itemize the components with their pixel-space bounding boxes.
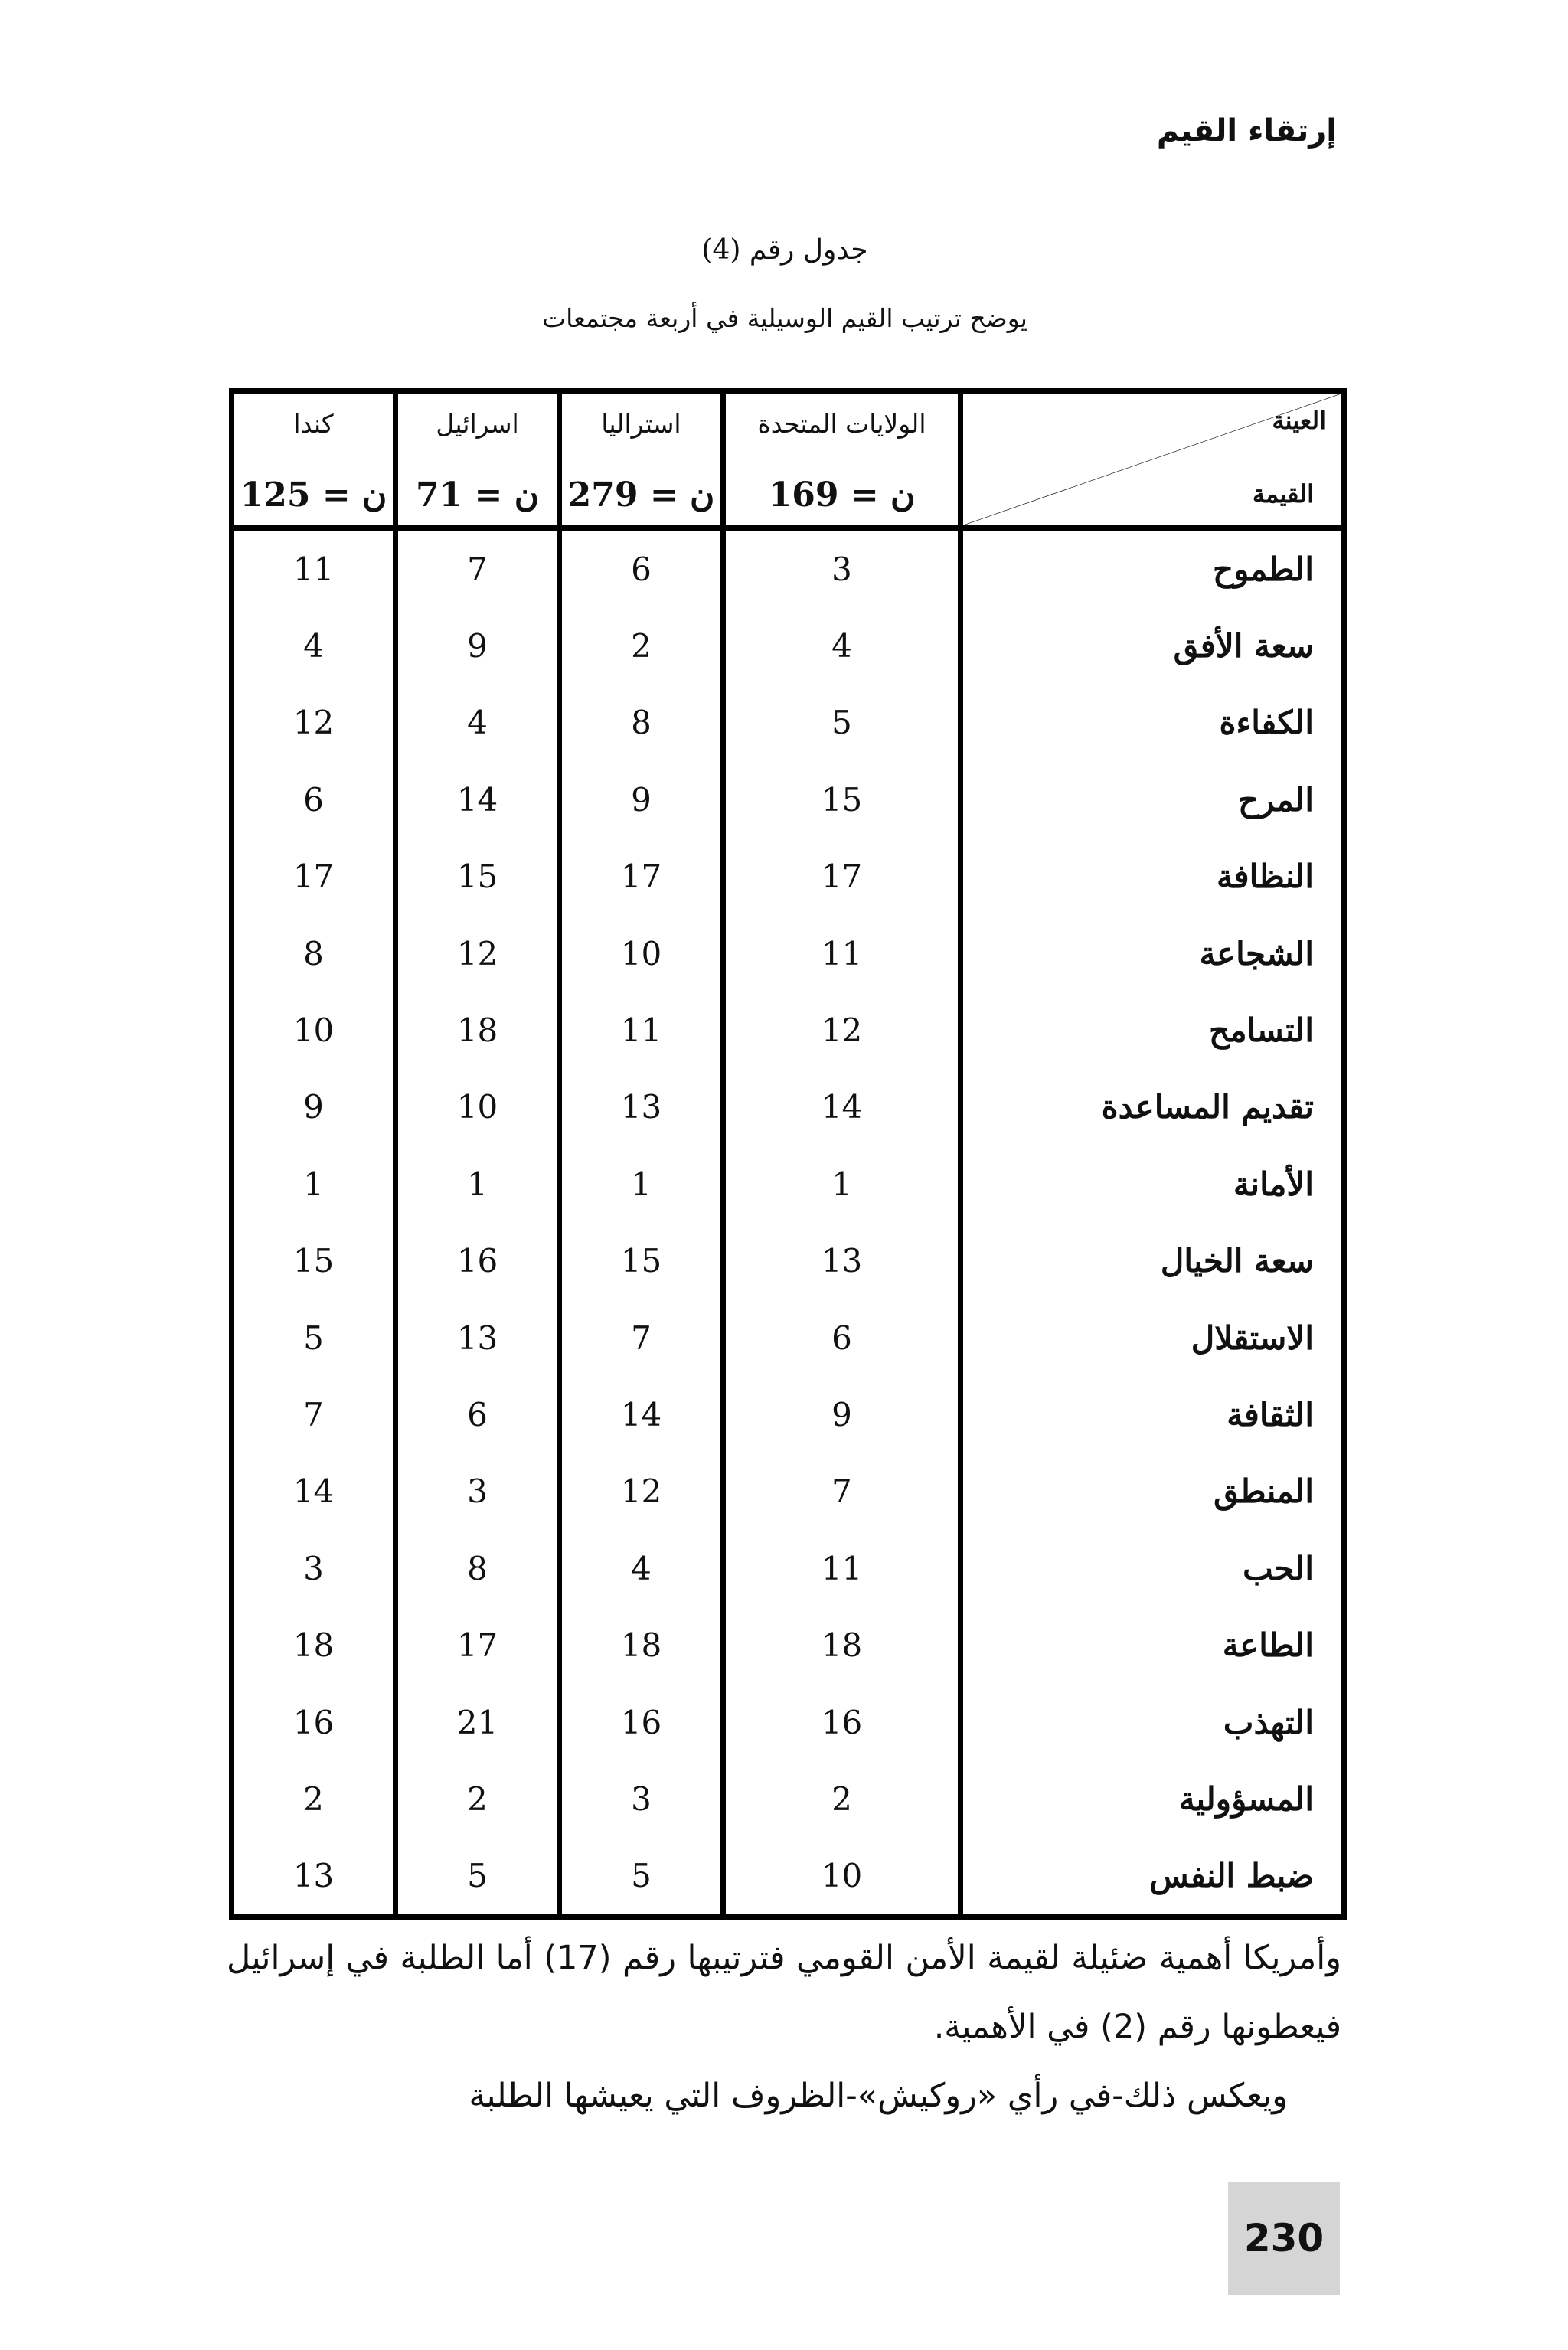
corner-value-label: القيمة — [1252, 479, 1314, 508]
rank-cell: 9 — [560, 761, 724, 838]
value-label: سعة الأفق — [961, 607, 1344, 684]
rank-cell: 10 — [560, 915, 724, 992]
value-label: المرح — [961, 761, 1344, 838]
ranking-table — [229, 388, 1347, 1920]
table-row — [232, 1606, 1344, 1683]
rank-cell: 6 — [724, 1299, 961, 1376]
table-title: جدول رقم (4) — [701, 234, 868, 266]
rank-cell: 16 — [232, 1684, 396, 1760]
table-row — [232, 761, 1344, 838]
column-header-canada — [232, 391, 396, 528]
rank-cell: 15 — [396, 838, 560, 915]
table-header-row — [232, 391, 1344, 528]
rank-cell: 18 — [724, 1606, 961, 1683]
table-row — [232, 838, 1344, 915]
rank-cell: 8 — [560, 685, 724, 761]
table-subtitle: يوضح ترتيب القيم الوسيلية في أربعة مجتمعات — [542, 303, 1027, 333]
table-row — [232, 1760, 1344, 1837]
table-row — [232, 1069, 1344, 1146]
rank-cell: 3 — [396, 1453, 560, 1530]
column-sample-size: ن = 169 — [768, 476, 916, 515]
column-header-australia — [560, 391, 724, 528]
table-row — [232, 1530, 1344, 1606]
rank-cell: 17 — [232, 838, 396, 915]
rank-cell: 11 — [232, 528, 396, 608]
rank-cell: 9 — [396, 607, 560, 684]
table-row — [232, 1453, 1344, 1530]
value-label: الحب — [961, 1530, 1344, 1606]
column-header-usa — [724, 391, 961, 528]
rank-cell: 6 — [396, 1376, 560, 1453]
value-label: سعة الخيال — [961, 1223, 1344, 1299]
table-row — [232, 1684, 1344, 1760]
column-name: كندا — [293, 409, 334, 439]
rank-cell: 13 — [396, 1299, 560, 1376]
rank-cell: 3 — [724, 528, 961, 608]
value-label: الكفاءة — [961, 685, 1344, 761]
column-sample-size: ن = 279 — [567, 476, 715, 515]
rank-cell: 12 — [560, 1453, 724, 1530]
rank-cell: 2 — [396, 1760, 560, 1837]
value-label: الثقافة — [961, 1376, 1344, 1453]
rank-cell: 21 — [396, 1684, 560, 1760]
value-label: الأمانة — [961, 1146, 1344, 1222]
rank-cell: 4 — [724, 607, 961, 684]
table-row — [232, 915, 1344, 992]
rank-cell: 3 — [232, 1530, 396, 1606]
rank-cell: 18 — [396, 992, 560, 1068]
rank-cell: 13 — [724, 1223, 961, 1299]
value-label: تقديم المساعدة — [961, 1069, 1344, 1146]
rank-cell: 5 — [560, 1838, 724, 1917]
value-label: المنطق — [961, 1453, 1344, 1530]
rank-cell: 9 — [232, 1069, 396, 1146]
value-label: المسؤولية — [961, 1760, 1344, 1837]
value-label: الشجاعة — [961, 915, 1344, 992]
rank-cell: 18 — [560, 1606, 724, 1683]
rank-cell: 13 — [560, 1069, 724, 1146]
rank-cell: 12 — [724, 992, 961, 1068]
rank-cell: 14 — [724, 1069, 961, 1146]
rank-cell: 8 — [396, 1530, 560, 1606]
rank-cell: 6 — [560, 528, 724, 608]
table-row — [232, 1838, 1344, 1917]
column-header-israel — [396, 391, 560, 528]
rank-cell: 6 — [232, 761, 396, 838]
rank-cell: 10 — [232, 992, 396, 1068]
body-paragraph-2: ويعكس ذلك-في رأي «روكيش»-الظروف التي يعيشها الطلبة — [469, 2077, 1288, 2115]
rank-cell: 5 — [724, 685, 961, 761]
rank-cell: 12 — [396, 915, 560, 992]
rank-cell: 12 — [232, 685, 396, 761]
value-label: النظافة — [961, 838, 1344, 915]
column-sample-size: ن = 71 — [415, 476, 540, 515]
table-row — [232, 1146, 1344, 1222]
table-row — [232, 992, 1344, 1068]
table-row — [232, 528, 1344, 608]
rank-cell: 2 — [232, 1760, 396, 1837]
running-header: إرتقاء القيم — [1156, 113, 1337, 149]
rank-cell: 4 — [232, 607, 396, 684]
value-label: التسامح — [961, 992, 1344, 1068]
value-label: التهذب — [961, 1684, 1344, 1760]
rank-cell: 2 — [724, 1760, 961, 1837]
rank-cell: 18 — [232, 1606, 396, 1683]
rank-cell: 7 — [232, 1376, 396, 1453]
column-name: اسرائيل — [436, 409, 519, 439]
table-row — [232, 685, 1344, 761]
rank-cell: 1 — [724, 1146, 961, 1222]
rank-cell: 10 — [396, 1069, 560, 1146]
corner-sample-label: العينة — [1272, 406, 1326, 435]
rank-cell: 11 — [724, 1530, 961, 1606]
rank-cell: 11 — [724, 915, 961, 992]
rank-cell: 5 — [232, 1299, 396, 1376]
rank-cell: 17 — [724, 838, 961, 915]
rank-cell: 3 — [560, 1760, 724, 1837]
rank-cell: 17 — [396, 1606, 560, 1683]
value-label: الطموح — [961, 528, 1344, 608]
rank-cell: 1 — [396, 1146, 560, 1222]
column-name: الولايات المتحدة — [757, 409, 926, 439]
value-label: ضبط النفس — [961, 1838, 1344, 1917]
rank-cell: 16 — [396, 1223, 560, 1299]
rank-cell: 4 — [560, 1530, 724, 1606]
corner-header-cell — [961, 391, 1344, 528]
rank-cell: 1 — [232, 1146, 396, 1222]
table-row — [232, 1299, 1344, 1376]
table-body — [232, 528, 1344, 1917]
rank-cell: 4 — [396, 685, 560, 761]
value-label: الطاعة — [961, 1606, 1344, 1683]
table-row — [232, 1223, 1344, 1299]
column-sample-size: ن = 125 — [240, 476, 387, 515]
rank-cell: 1 — [560, 1146, 724, 1222]
rank-cell: 7 — [724, 1453, 961, 1530]
page-number: 230 — [1228, 2182, 1340, 2295]
rank-cell: 11 — [560, 992, 724, 1068]
rank-cell: 15 — [232, 1223, 396, 1299]
rank-cell: 14 — [560, 1376, 724, 1453]
body-paragraph-1: وأمريكا أهمية ضئيلة لقيمة الأمن القومي فترتيبها رقم (17) أما الطلبة في إسرائيل فيعطونها رقم (2) في الأهمية. — [227, 1939, 1341, 2046]
rank-cell: 8 — [232, 915, 396, 992]
rank-cell: 2 — [560, 607, 724, 684]
rank-cell: 7 — [396, 528, 560, 608]
table-row — [232, 607, 1344, 684]
rank-cell: 10 — [724, 1838, 961, 1917]
rank-cell: 15 — [560, 1223, 724, 1299]
rank-cell: 14 — [396, 761, 560, 838]
rank-cell: 14 — [232, 1453, 396, 1530]
rank-cell: 17 — [560, 838, 724, 915]
rank-cell: 5 — [396, 1838, 560, 1917]
rank-cell: 16 — [724, 1684, 961, 1760]
table-row — [232, 1376, 1344, 1453]
rank-cell: 13 — [232, 1838, 396, 1917]
rank-cell: 7 — [560, 1299, 724, 1376]
rank-cell: 9 — [724, 1376, 961, 1453]
value-label: الاستقلال — [961, 1299, 1344, 1376]
column-name: استراليا — [601, 409, 681, 439]
rank-cell: 16 — [560, 1684, 724, 1760]
rank-cell: 15 — [724, 761, 961, 838]
